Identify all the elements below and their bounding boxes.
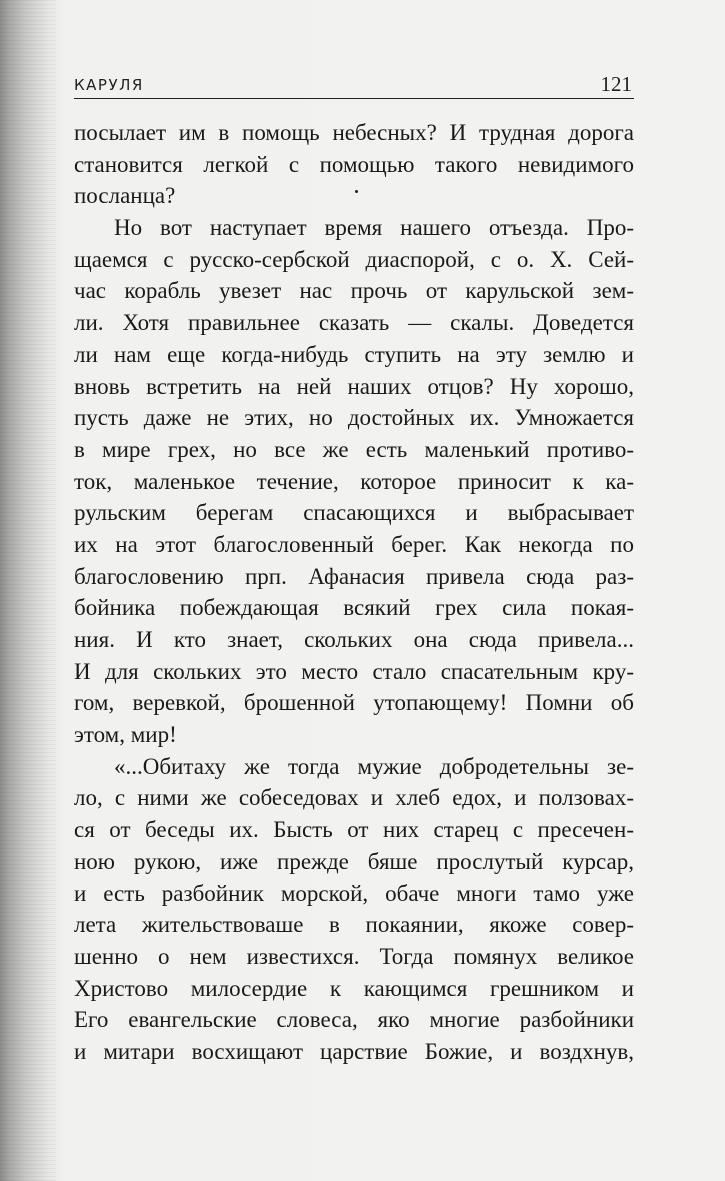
text-line: «...Обитаху же тогда мужие добродетельны зе- xyxy=(114,753,634,779)
body-text xyxy=(74,117,634,1068)
page-header xyxy=(74,70,634,99)
text-line: рульским берегам спасающихся и выбрасывает xyxy=(74,500,634,526)
text-line: благословению прп. Афанасия привела сюда раз- xyxy=(74,563,634,589)
page-number: 121 xyxy=(600,72,632,96)
text-line: ток, маленькое течение, которое приносит к ка- xyxy=(74,468,634,494)
text-line: вновь встретить на ней наших отцов? Ну хорошо, xyxy=(74,373,634,399)
text-line: и митари восхищают царствие Божие, и воздхнув, xyxy=(74,1038,634,1064)
text-line: Но вот наступает время нашего отъезда. Про- xyxy=(114,215,634,241)
running-title: КАРУЛЯ xyxy=(74,76,144,94)
text-line: ли нам еще когда-нибудь ступить на эту землю и xyxy=(74,341,634,367)
text-line: Его евангельские словеса, яко многие разбойники xyxy=(74,1007,634,1033)
text-line: в мире грех, но все же есть маленький противо- xyxy=(74,436,634,462)
text-line: ся от беседы их. Бысть от них старец с пресечен- xyxy=(74,817,634,843)
text-line: час корабль увезет нас прочь от карульской зем- xyxy=(74,278,634,304)
text-line: ли. Хотя правильнее сказать — скалы. Доведется xyxy=(74,310,634,336)
text-line: лета жительствоваше в покаянии, якоже совер- xyxy=(74,912,634,938)
text-line: пусть даже не этих, но достойных их. Умножается xyxy=(74,405,634,431)
text-line: бойника побеждающая всякий грех сила покая- xyxy=(74,595,634,621)
text-line: гом, веревкой, брошенной утопающему! Помни об xyxy=(74,690,634,716)
text-line: их на этот благословенный берег. Как некогда по xyxy=(74,531,634,557)
text-line: ния. И кто знает, скольких она сюда привела... xyxy=(74,627,634,652)
text-line: становится легкой с помощью такого невидимого xyxy=(74,151,634,177)
book-gutter-shadow xyxy=(0,0,56,1181)
text-line: ною рукою, иже прежде бяше прослутый курсар, xyxy=(74,848,634,874)
text-line: И для скольких это место стало спасательным кру- xyxy=(74,658,634,684)
text-line: посылает им в помощь небесных? И трудная дорога xyxy=(74,120,634,145)
text-line: Христово милосердие к кающимся грешником и xyxy=(74,975,634,1001)
text-line: этом, мир! xyxy=(74,722,177,748)
text-line: щаемся с русско-сербской диаспорой, с о. Х. Сей- xyxy=(74,246,634,272)
text-line: шенно о нем известихся. Тогда помянух великое xyxy=(74,943,634,969)
text-line: ло, с ними же собеседовах и хлеб едох, и ползовах- xyxy=(74,785,634,811)
text-line: и есть разбойник морской, обаче многи тамо уже xyxy=(74,880,634,906)
text-line: посланца? xyxy=(74,183,176,209)
